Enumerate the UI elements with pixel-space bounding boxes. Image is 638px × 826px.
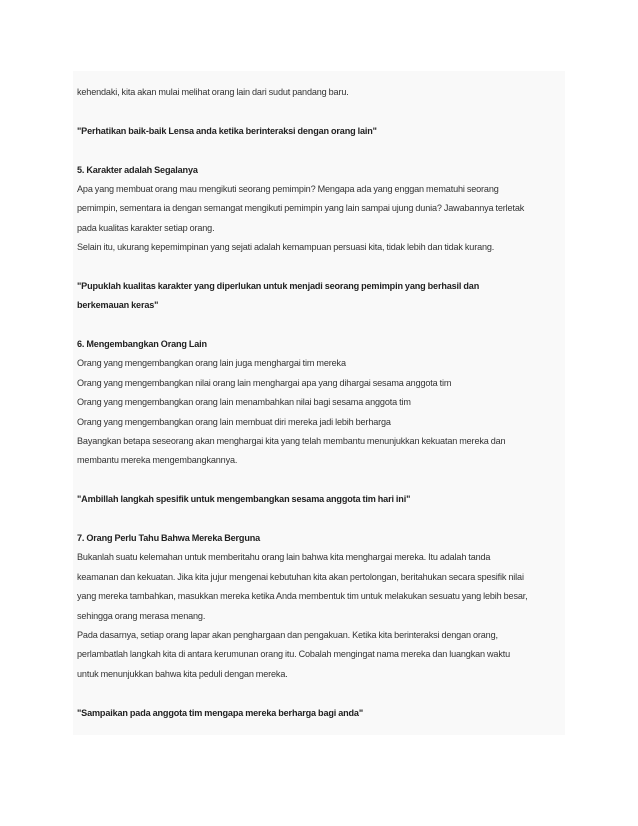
section-heading: 7. Orang Perlu Tahu Bahwa Mereka Berguna	[77, 532, 261, 543]
paragraph-line: Orang yang mengembangkan orang lain juga menghargai tim mereka	[77, 358, 346, 369]
section-7	[77, 529, 565, 723]
spacer	[77, 316, 565, 335]
paragraph-line: Orang yang mengembangkan orang lain menambahkan nilai bagi sesama anggota tim	[77, 397, 411, 408]
paragraph-line: Bukanlah suatu kelemahan untuk memberitahu orang lain bahwa kita menghargai mereka. Itu adalah tanda	[77, 552, 491, 563]
paragraph-line: pemimpin, sementara ia dengan semangat mengikuti pemimpin yang lain sampai ujung dunia? Jawabannya terletak	[77, 203, 525, 214]
spacer	[77, 102, 565, 121]
document-page	[73, 71, 565, 735]
paragraph-line: Selain itu, ukurang kepemimpinan yang sejati adalah kemampuan persuasi kita, tidak lebih dan tidak kurang.	[77, 242, 495, 253]
paragraph-line: Bayangkan betapa seseorang akan menghargai kita yang telah membantu menunjukkan kekuatan mereka dan	[77, 436, 506, 447]
paragraph-line: Apa yang membuat orang mau mengikuti seorang pemimpin? Mengapa ada yang enggan mematuhi seorang	[77, 183, 499, 194]
paragraph-line: Pada dasarnya, setiap orang lapar akan penghargaan dan pengakuan. Ketika kita berinteraksi dengan orang,	[77, 629, 498, 640]
spacer	[77, 684, 565, 703]
section-6	[77, 335, 565, 510]
paragraph-line: yang mereka tambahkan, masukkan mereka ketika Anda membentuk tim untuk melakukan sesuatu yang lebih besar,	[77, 591, 528, 602]
paragraph-line: sehingga orang merasa menang.	[77, 610, 206, 621]
paragraph-line: keamanan dan kekuatan. Jika kita jujur mengenai kebutuhan kita akan pertolongan, beritahukan secara spesifik nilai	[77, 571, 524, 582]
spacer	[77, 471, 565, 490]
paragraph-line: perlambatlah langkah kita di antara kerumunan orang itu. Cobalah mengingat nama mereka dan luangkan waktu	[77, 649, 511, 660]
paragraph-line: membantu mereka mengembangkannya.	[77, 455, 238, 466]
paragraph-line: untuk menunjukkan bahwa kita peduli dengan mereka.	[77, 668, 288, 679]
section-heading: 6. Mengembangkan Orang Lain	[77, 339, 207, 350]
quote-lens: "Perhatikan baik-baik Lensa anda ketika berinteraksi dengan orang lain"	[77, 125, 377, 136]
paragraph-line: Orang yang mengembangkan nilai orang lain menghargai apa yang dihargai sesama anggota tim	[77, 377, 452, 388]
quote-line: "Pupuklah kualitas karakter yang diperlukan untuk menjadi seorang pemimpin yang berhasil dan	[77, 280, 480, 291]
quote-line: "Sampaikan pada anggota tim mengapa mereka berharga bagi anda"	[77, 707, 363, 718]
intro-line: kehendaki, kita akan mulai melihat orang lain dari sudut pandang baru.	[77, 87, 349, 97]
spacer	[77, 141, 565, 160]
spacer	[77, 258, 565, 277]
paragraph-line: Orang yang mengembangkan orang lain membuat diri mereka jadi lebih berharga	[77, 416, 391, 427]
section-5	[77, 161, 565, 316]
quote-line: berkemauan keras"	[77, 300, 159, 311]
paragraph-line: pada kualitas karakter setiap orang.	[77, 222, 215, 233]
spacer	[77, 510, 565, 529]
section-heading: 5. Karakter adalah Segalanya	[77, 164, 198, 175]
quote-line: "Ambillah langkah spesifik untuk mengembangkan sesama anggota tim hari ini"	[77, 494, 411, 505]
